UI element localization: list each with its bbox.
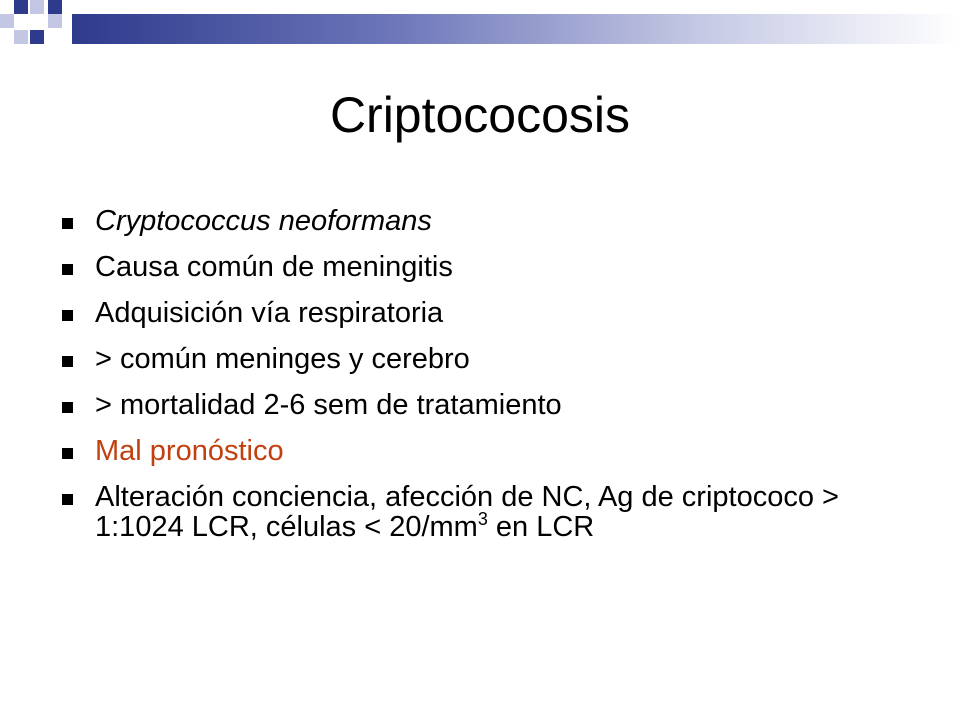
- deco-square-dark: [14, 0, 28, 14]
- square-bullet-icon: [62, 218, 73, 229]
- deco-square-light: [48, 14, 62, 28]
- square-bullet-icon: [62, 310, 73, 321]
- square-bullet-icon: [62, 402, 73, 413]
- bullet-list: [62, 206, 892, 558]
- bullet-text: Cryptococcus neoformans: [95, 205, 432, 237]
- bullet-text: Adquisición vía respiratoria: [95, 297, 444, 329]
- square-bullet-icon: [62, 448, 73, 459]
- superscript: 3: [477, 509, 488, 529]
- deco-square-light: [0, 14, 14, 28]
- bullet-item: [62, 252, 892, 282]
- deco-square-light: [30, 0, 44, 14]
- bullet-item: [62, 390, 892, 420]
- bullet-text: Causa común de meningitis: [95, 251, 453, 283]
- bullet-text: > común meninges y cerebro: [95, 343, 470, 375]
- deco-square-dark: [30, 30, 44, 44]
- bullet-text: > mortalidad 2-6 sem de tratamiento: [95, 389, 562, 421]
- square-bullet-icon: [62, 356, 73, 367]
- square-bullet-icon: [62, 264, 73, 275]
- bullet-item: [62, 344, 892, 374]
- slide-title: Criptococosis: [329, 87, 631, 143]
- square-bullet-icon: [62, 494, 73, 505]
- bullet-item: [62, 206, 892, 236]
- bullet-text: Mal pronóstico: [95, 435, 284, 467]
- bullet-item: [62, 482, 892, 542]
- bullet-item: [62, 298, 892, 328]
- bullet-text-main: Alteración conciencia, afección de NC, Ag de criptococo > 1:1024 LCR, células < 20/mm: [95, 481, 839, 543]
- deco-square-light: [14, 30, 28, 44]
- deco-square-dark: [48, 0, 62, 14]
- header-decoration: [0, 0, 960, 60]
- deco-gradient-band: [72, 14, 960, 44]
- bullet-text-tail: en LCR: [487, 511, 595, 543]
- bullet-item-highlight: [62, 436, 892, 466]
